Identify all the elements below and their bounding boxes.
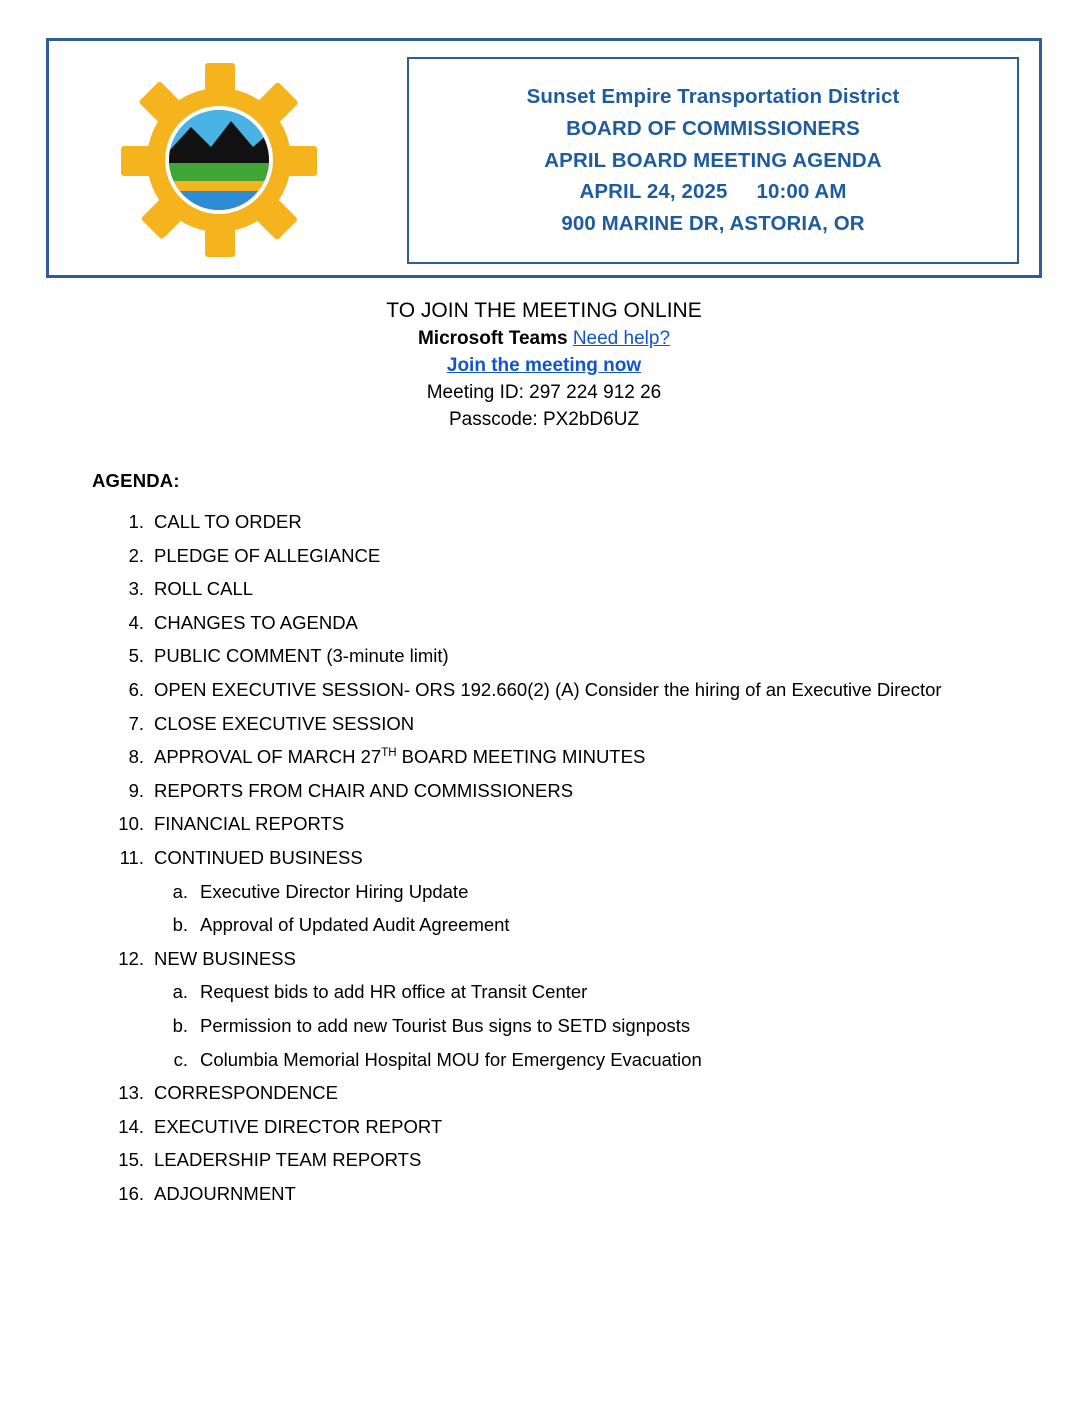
agenda-item — [92, 1143, 1032, 1177]
agenda-item-number: 7. — [128, 712, 144, 734]
agenda-item-number: 4. — [128, 611, 144, 633]
title-line-agenda: APRIL BOARD MEETING AGENDA — [544, 148, 882, 172]
agenda-item — [92, 707, 1032, 741]
agenda-item-label: CHANGES TO AGENDA — [154, 611, 358, 633]
agenda-item-label: OPEN EXECUTIVE SESSION- ORS 192.660(2) (A) Consider the hiring of an Executive Director — [154, 678, 942, 700]
agenda-subitem-label: Approval of Updated Audit Agreement — [200, 914, 510, 936]
join-meeting-now-link[interactable]: Join the meeting now — [446, 354, 642, 376]
agenda-item-number: 5. — [128, 645, 144, 667]
agenda-subitem-label: Request bids to add HR office at Transit Center — [200, 981, 588, 1003]
ordinal-suffix: TH — [381, 747, 397, 759]
title-line-datetime: APRIL 24, 2025 10:00 AM — [579, 180, 847, 204]
agenda-item-number: 6. — [128, 678, 144, 700]
agenda-item-number: 14. — [118, 1115, 144, 1137]
setd-gear-logo — [119, 63, 319, 258]
agenda-subitem — [92, 1043, 1032, 1077]
header-banner — [46, 38, 1042, 278]
agenda-item-label: CORRESPONDENCE — [154, 1082, 338, 1104]
agenda-list — [92, 505, 1032, 1210]
agenda-item — [92, 639, 1032, 673]
agenda-item — [92, 505, 1032, 539]
join-heading: TO JOIN THE MEETING ONLINE — [386, 299, 702, 322]
agenda-item-label: PUBLIC COMMENT (3-minute limit) — [154, 645, 449, 667]
agenda-subitem — [92, 908, 1032, 942]
agenda-item — [92, 539, 1032, 573]
agenda-item-label: LEADERSHIP TEAM REPORTS — [154, 1149, 422, 1171]
agenda-item-number: 2. — [128, 544, 144, 566]
agenda-item-number: 13. — [118, 1082, 144, 1104]
agenda-subitem-label: Permission to add new Tourist Bus signs to SETD signposts — [200, 1014, 691, 1036]
agenda-item-label: CONTINUED BUSINESS — [154, 846, 363, 868]
agenda-item — [92, 841, 1032, 875]
agenda-item-label: CALL TO ORDER — [154, 511, 302, 532]
agenda-item — [92, 572, 1032, 606]
agenda-item-number: 1. — [128, 511, 144, 532]
agenda-item-label: ADJOURNMENT — [154, 1182, 296, 1204]
agenda-subitem — [92, 1009, 1032, 1043]
agenda-subitem-letter: a. — [172, 981, 188, 1003]
agenda-subitem-label: Columbia Memorial Hospital MOU for Emergency Evacuation — [200, 1048, 702, 1070]
agenda-item-number: 11. — [119, 846, 144, 868]
title-line-organization: Sunset Empire Transportation District — [526, 85, 900, 109]
need-help-link[interactable]: Need help? — [572, 327, 671, 349]
title-line-body: BOARD OF COMMISSIONERS — [566, 116, 860, 140]
agenda-item — [92, 740, 1032, 774]
agenda-item-number: 12. — [118, 947, 144, 969]
join-online-block — [0, 296, 1088, 434]
agenda-item-label: REPORTS FROM CHAIR AND COMMISSIONERS — [154, 779, 574, 801]
agenda-subitem — [92, 975, 1032, 1009]
agenda-item-number: 15. — [118, 1149, 144, 1171]
agenda-subitem-label: Executive Director Hiring Update — [200, 880, 469, 902]
agenda-item-number: 8. — [128, 746, 144, 768]
agenda-subitem-letter: c. — [173, 1048, 188, 1070]
agenda-item-number: 10. — [118, 813, 144, 835]
agenda-item-label: EXECUTIVE DIRECTOR REPORT — [154, 1115, 443, 1137]
agenda-item — [92, 1076, 1032, 1110]
title-line-address: 900 MARINE DR, ASTORIA, OR — [561, 212, 865, 236]
agenda-item — [92, 1177, 1032, 1211]
agenda-item-number: 9. — [128, 779, 144, 801]
join-platform-row — [0, 326, 1088, 353]
agenda-item — [92, 774, 1032, 808]
passcode-text: Passcode: PX2bD6UZ — [448, 408, 640, 430]
agenda-item-number: 16. — [118, 1182, 144, 1204]
agenda-item — [92, 807, 1032, 841]
agenda-item-label: APPROVAL OF MARCH 27TH BOARD MEETING MINUTES — [154, 746, 646, 768]
agenda-item-label: ROLL CALL — [154, 578, 254, 600]
agenda-heading: AGENDA: — [92, 470, 180, 491]
join-platform-label: Microsoft Teams — [417, 327, 568, 349]
agenda-item-number: 3. — [128, 578, 144, 600]
agenda-subitem-letter: b. — [172, 914, 188, 936]
agenda-item-label: NEW BUSINESS — [154, 947, 296, 969]
meeting-title-box — [407, 57, 1019, 264]
agenda-subitem-letter: b. — [172, 1014, 188, 1036]
meeting-id-text: Meeting ID: 297 224 912 26 — [426, 381, 662, 403]
agenda-item — [92, 606, 1032, 640]
agenda-subitem-letter: a. — [172, 880, 188, 902]
agenda-item-label: PLEDGE OF ALLEGIANCE — [154, 544, 381, 566]
agenda-item — [92, 1110, 1032, 1144]
agenda-item-label: FINANCIAL REPORTS — [154, 813, 345, 835]
agenda-item-label: CLOSE EXECUTIVE SESSION — [154, 712, 415, 734]
agenda-item — [92, 942, 1032, 976]
agenda-subitem — [92, 875, 1032, 909]
join-now-row — [0, 353, 1088, 380]
agenda-item — [92, 673, 1032, 707]
